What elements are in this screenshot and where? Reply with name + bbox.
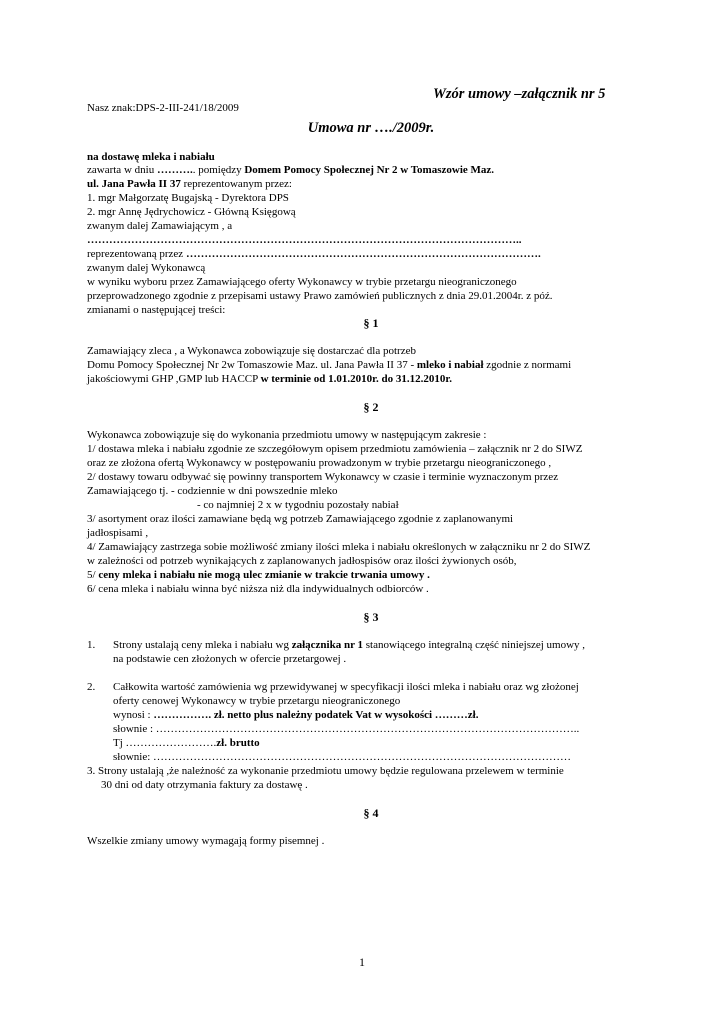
section-heading: § 1 <box>363 316 379 330</box>
list-item: 2/ dostawy towaru odbywać się powinny transportem Wykonawcy w czasie i terminie wyznaczonym przez <box>87 471 559 483</box>
paragraph-line: słownie: …………………………………………………………………………………………………… <box>113 751 572 763</box>
section-heading: § 3 <box>363 610 379 624</box>
paragraph-line: słownie : …………………………………………………………………………………………………….. <box>113 723 580 735</box>
intro-line: 1. mgr Małgorzatę Bugajską - Dyrektora DPS <box>87 192 289 204</box>
list-item: 1/ dostawa mleka i nabiału zgodnie ze szczegółowym opisem przedmiotu zamówienia – załącznik nr 2 do SIWZ <box>87 443 583 455</box>
text: reprezentowanym przez: <box>180 178 292 190</box>
paragraph-line: Wszelkie zmiany umowy wymagają formy pisemnej . <box>87 835 325 847</box>
list-number: 2. <box>87 681 96 693</box>
reference-number: Nasz znak:DPS-2-III-241/18/2009 <box>87 102 239 114</box>
list-item <box>87 569 430 582</box>
text: zawarta w dniu <box>87 164 157 176</box>
text: mleko i nabiał <box>416 359 484 371</box>
contract-subject: na dostawę mleka i nabiału <box>87 151 215 163</box>
paragraph-line: 3. Strony ustalają ,że należność za wykonanie przedmiotu umowy będzie regulowana przelewem w terminie <box>87 765 564 777</box>
list-item: 3/ asortyment oraz ilości zamawiane będą wg potrzeb Zamawiającego zgodnie z zaplanowanymi <box>87 513 514 525</box>
intro-line: ……………………………………………………………………………………………………….. <box>87 234 522 246</box>
intro-line <box>87 178 292 191</box>
text: jakościowymi GHP ,GMP lub HACCP <box>87 373 261 385</box>
intro-line <box>87 164 494 177</box>
template-title: Wzór umowy –załącznik nr 5 <box>433 86 606 102</box>
section-heading: § 4 <box>363 806 379 820</box>
paragraph-line <box>113 709 478 722</box>
paragraph-line <box>113 639 585 652</box>
text: wynosi : <box>113 709 154 721</box>
intro-line: zmianami o następującej treści: <box>87 304 226 316</box>
text: stanowiącego integralną część niniejszej umowy , <box>363 639 586 651</box>
text: ul. Jana Pawła II 37 <box>87 178 181 190</box>
text: zgodnie z normami <box>483 359 572 371</box>
paragraph-line: Całkowita wartość zamówienia wg przewidywanej w specyfikacji ilości mleka i nabiału oraz wg złożonej <box>113 681 579 693</box>
text: ceny mleka i nabiału nie mogą ulec zmianie w trakcie trwania umowy . <box>98 569 430 581</box>
text: w terminie od 1.01.2010r. do 31.12.2010r. <box>260 373 452 385</box>
contract-title: Umowa nr …./2009r. <box>307 120 435 136</box>
list-item: 4/ Zamawiający zastrzega sobie możliwość zmiany ilości mleka i nabiału określonych w załączniku nr 2 do SIWZ <box>87 541 591 553</box>
text: ……………………………………………………………………………………. <box>185 248 541 260</box>
intro-line <box>87 248 541 261</box>
paragraph-line: na podstawie cen złożonych w ofercie przetargowej . <box>113 653 347 665</box>
paragraph-line: Wykonawca zobowiązuje się do wykonania przedmiotu umowy w następującym zakresie : <box>87 429 487 441</box>
text: 5/ <box>87 569 99 581</box>
text: Domem Pomocy Społecznej Nr 2 w Tomaszowie Maz. <box>244 164 495 176</box>
paragraph-line <box>113 737 260 750</box>
intro-line: zwanym dalej Wykonawcą <box>87 262 206 274</box>
text: zł. brutto <box>216 737 260 749</box>
paragraph-line: oferty cenowej Wykonawcy w trybie przetargu nieograniczonego <box>113 695 401 707</box>
list-item: 6/ cena mleka i nabiału winna być niższa niż dla indywidualnych odbiorców . <box>87 583 429 595</box>
paragraph-line <box>87 359 571 372</box>
text: reprezentowaną przez <box>87 248 186 260</box>
list-item: oraz ze złożona ofertą Wykonawcy w postępowaniu prowadzonym w trybie przetargu nieograniczonego , <box>87 457 552 469</box>
text: ………. <box>156 164 193 176</box>
paragraph-line: 30 dni od daty otrzymania faktury za dostawę . <box>101 779 308 791</box>
text: ……………. zł. netto plus należny podatek Vat w wysokości ………zł. <box>153 709 479 721</box>
intro-line: w wyniku wyboru przez Zamawiającego oferty Wykonawcy w trybie przetargu nieograniczonego <box>87 276 517 288</box>
intro-line: zwanym dalej Zamawiającym , a <box>87 220 233 232</box>
list-number: 1. <box>87 639 96 651</box>
list-item: jadłospisami , <box>87 527 149 539</box>
intro-line: przeprowadzonego zgodnie z przepisami ustawy Prawo zamówień publicznych z dnia 29.01.2004r. z póź. <box>87 290 553 302</box>
list-item: w zależności od potrzeb wynikających z zaplanowanych jadłospisów oraz ilości żywionych osób, <box>87 555 517 567</box>
paragraph-line <box>87 373 452 386</box>
text: Tj ……………………. <box>113 737 217 749</box>
text: Domu Pomocy Społecznej Nr 2w Tomaszowie Maz. ul. Jana Pawła II 37 - <box>87 359 417 371</box>
list-item: - co najmniej 2 x w tygodniu pozostały nabiał <box>197 499 399 511</box>
page-number: 1 <box>359 955 365 969</box>
text: Strony ustalają ceny mleka i nabiału wg <box>113 639 292 651</box>
intro-line: 2. mgr Annę Jędrychowicz - Główną Księgową <box>87 206 296 218</box>
text: załącznika nr 1 <box>291 639 363 651</box>
list-item: Zamawiającego tj. - codziennie w dni powszednie mleko <box>87 485 338 497</box>
section-heading: § 2 <box>363 400 379 414</box>
paragraph-line: Zamawiający zleca , a Wykonawca zobowiązuje się dostarczać dla potrzeb <box>87 345 416 357</box>
text: . pomiędzy <box>192 164 245 176</box>
